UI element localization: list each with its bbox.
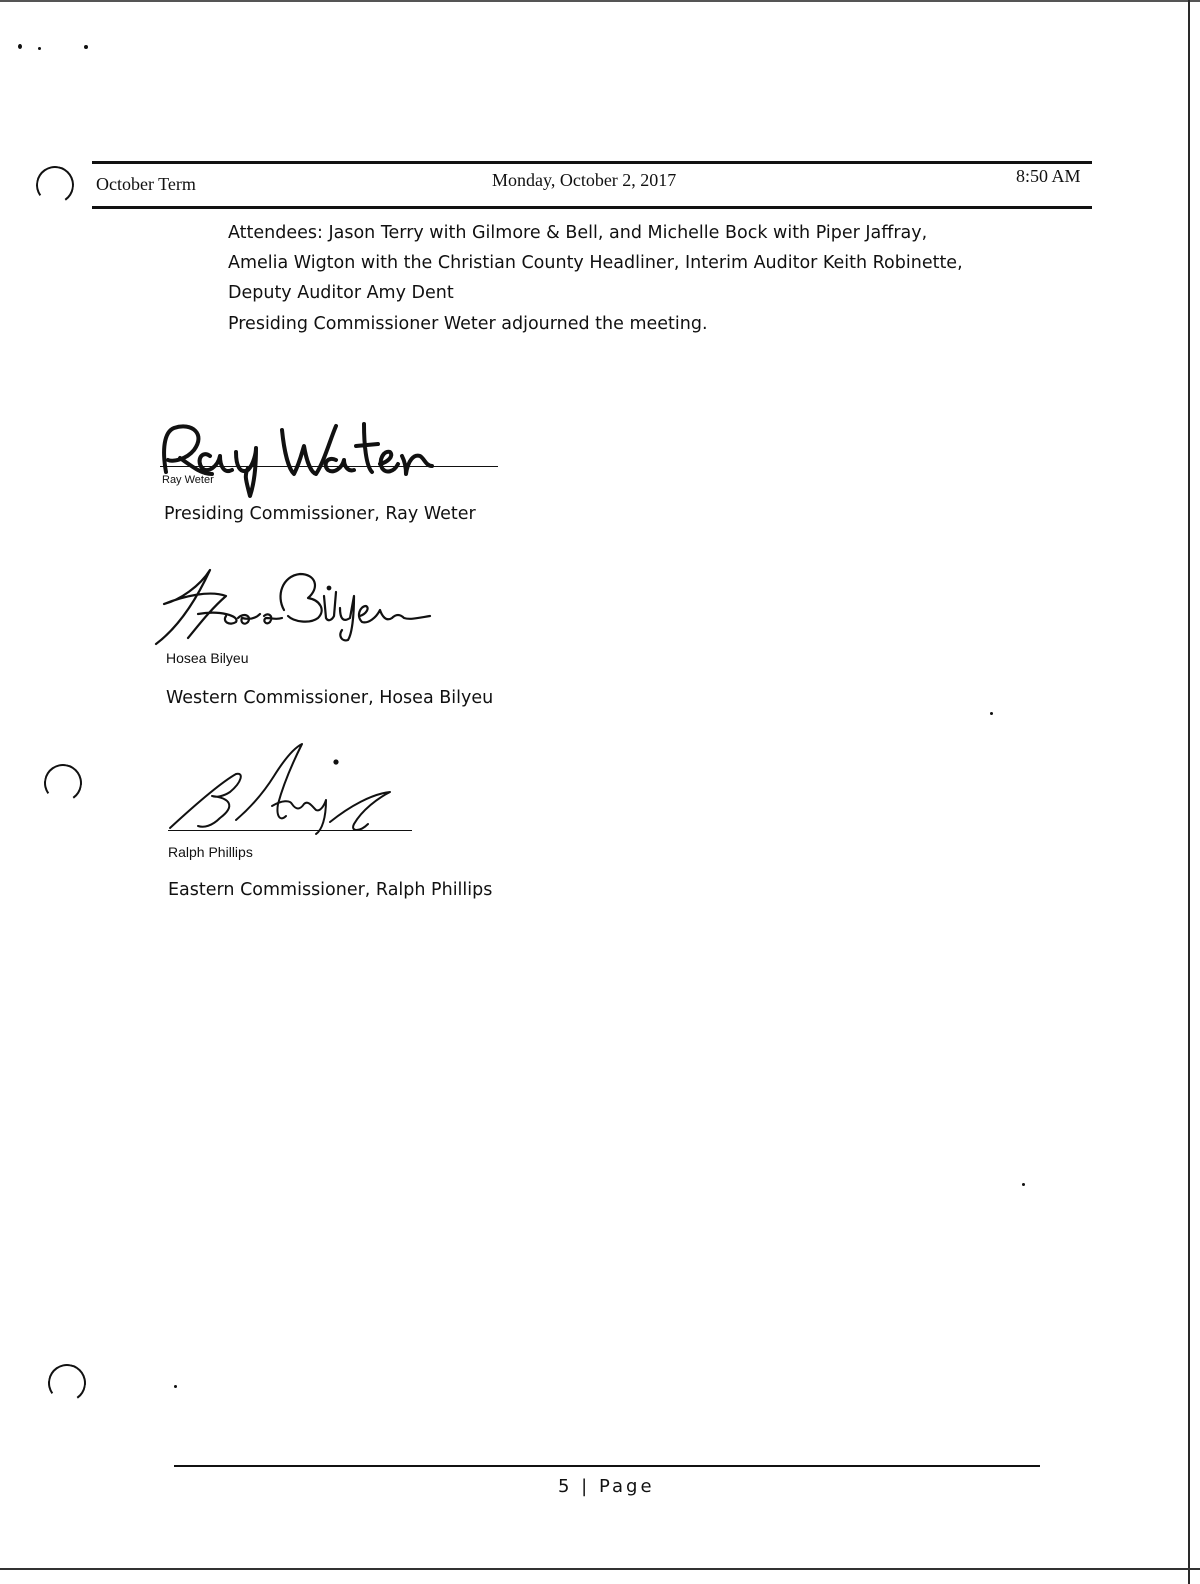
header-time: 8:50 AM	[1016, 166, 1081, 186]
footer-rule	[174, 1465, 1040, 1467]
scan-speck	[990, 712, 993, 715]
header-term: October Term	[96, 174, 196, 194]
attendees-line: Deputy Auditor Amy Dent	[228, 283, 454, 303]
scan-speck	[174, 1385, 177, 1388]
signature-block-presiding	[140, 400, 520, 540]
signatory-title: Eastern Commissioner, Ralph Phillips	[168, 880, 493, 900]
signature-printed-name: Ray Weter	[162, 474, 214, 486]
punch-hole	[33, 163, 77, 207]
header-rule-bottom	[92, 206, 1092, 209]
signature-line	[168, 830, 412, 831]
scan-speck	[18, 44, 22, 49]
signature-printed-name: Ralph Phillips	[168, 844, 253, 860]
header-rule-top	[92, 161, 1092, 164]
adjourned-statement: Presiding Commissioner Weter adjourned the meeting.	[228, 314, 708, 334]
attendees-line: Attendees: Jason Terry with Gilmore & Bell, and Michelle Bock with Piper Jaffray,	[228, 223, 928, 243]
signature-block-western	[140, 556, 520, 716]
scan-speck	[38, 47, 41, 50]
handwritten-signature	[140, 734, 520, 844]
scan-speck	[1022, 1183, 1025, 1186]
handwritten-signature	[140, 400, 520, 510]
signature-line	[160, 466, 498, 467]
signature-printed-name: Hosea Bilyeu	[166, 650, 249, 666]
scan-edge-right	[1188, 0, 1190, 1584]
signatory-title: Presiding Commissioner, Ray Weter	[164, 504, 476, 524]
punch-hole	[41, 761, 85, 805]
attendees-line: Amelia Wigton with the Christian County Headliner, Interim Auditor Keith Robinette,	[228, 253, 963, 273]
page-number: 5 | Page	[558, 1476, 655, 1497]
scan-edge-bottom	[0, 1568, 1200, 1570]
attendees-paragraph	[228, 218, 1008, 308]
scan-speck	[84, 45, 88, 49]
header-date: Monday, October 2, 2017	[492, 170, 677, 190]
signature-block-eastern	[140, 734, 520, 904]
punch-hole	[45, 1361, 89, 1405]
signatory-title: Western Commissioner, Hosea Bilyeu	[166, 688, 494, 708]
scan-edge-top	[0, 0, 1200, 2]
